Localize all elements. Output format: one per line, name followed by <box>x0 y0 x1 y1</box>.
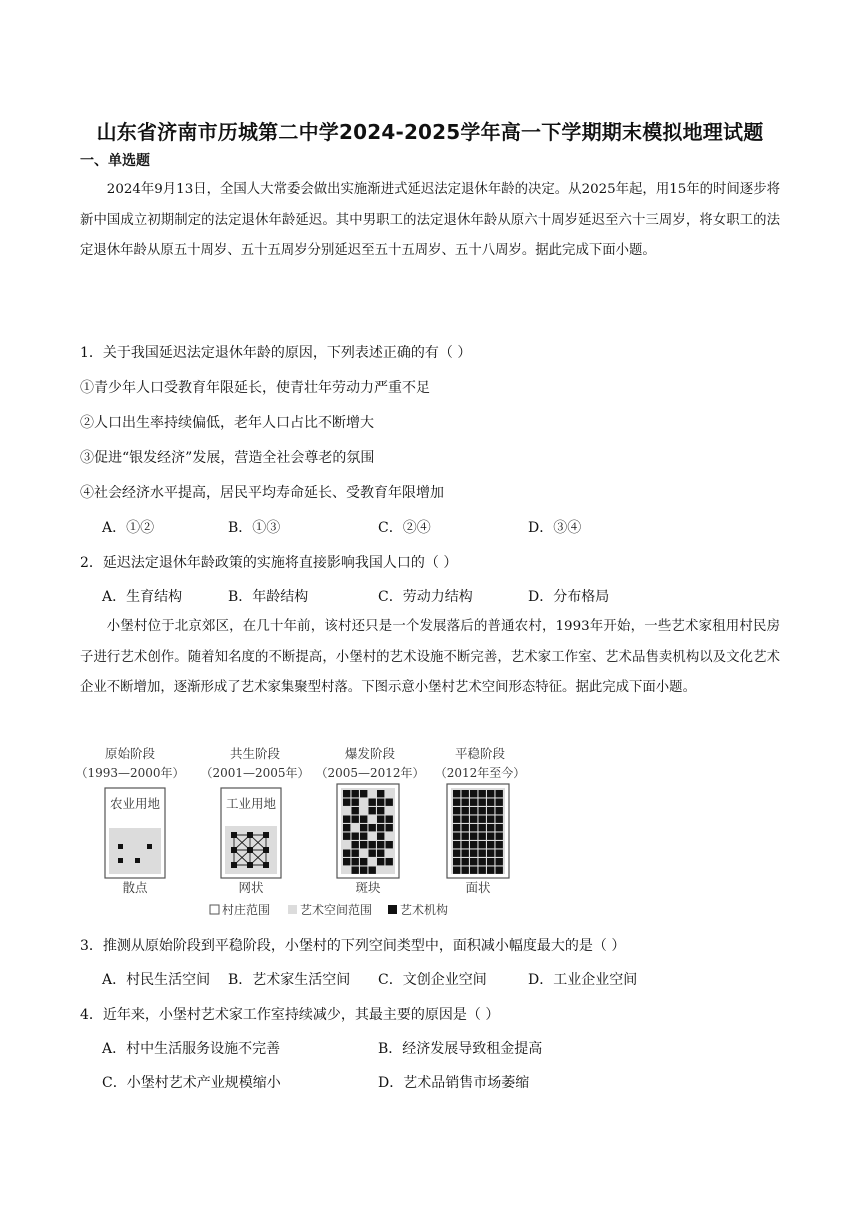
institution-square <box>352 867 359 874</box>
institution-square <box>369 824 376 831</box>
stage-4-name: 平稳阶段 <box>454 746 506 761</box>
institution-square <box>343 858 350 865</box>
institution-square <box>487 790 494 797</box>
legend-art-space-swatch <box>288 905 297 914</box>
question-1-option-d[interactable]: D．③④ <box>528 520 582 536</box>
institution-square <box>496 799 503 806</box>
question-4-option-d[interactable]: D．艺术品销售市场萎缩 <box>378 1075 530 1091</box>
legend-institution-label: 艺术机构 <box>400 903 449 917</box>
institution-square <box>462 841 469 848</box>
institution-square <box>470 867 477 874</box>
institution-square <box>470 841 477 848</box>
institution-square <box>496 816 503 823</box>
institution-square <box>470 799 477 806</box>
institution-square <box>360 858 367 865</box>
question-2-option-a[interactable]: A．生育结构 <box>102 589 183 605</box>
question-4-option-c[interactable]: C．小堡村艺术产业规模缩小 <box>102 1075 281 1091</box>
institution-square <box>453 850 460 857</box>
institution-square <box>352 816 359 823</box>
institution-square <box>479 850 486 857</box>
institution-square <box>453 824 460 831</box>
institution-square <box>453 867 460 874</box>
institution-square <box>343 824 350 831</box>
institution-square <box>462 790 469 797</box>
institution-square <box>453 833 460 840</box>
legend-institution-swatch <box>388 905 397 914</box>
institution-square <box>360 867 367 874</box>
institution-square <box>462 807 469 814</box>
question-1-item-1: ①青少年人口受教育年限延长，使青壮年劳动力严重不足 <box>80 380 430 396</box>
institution-square <box>343 850 350 857</box>
question-4-stem: 4．近年来，小堡村艺术家工作室持续减少，其最主要的原因是（ ） <box>80 1007 500 1023</box>
institution-square <box>386 841 393 848</box>
institution-square <box>377 816 384 823</box>
passage-retirement: 2024年9月13日，全国人大常委会做出实施渐进式延迟法定退休年龄的决定。从2025年起，用15年的时间逐步将新中国成立初期制定的法定退休年龄延迟。其中男职工的法定退休年龄从原六十周岁延迟至六十三周岁，将女职工的法定退休年龄从原五十周岁、五十五周岁分别延迟至五十五周岁、五十八周岁。据此完成下面小题。 <box>80 182 780 258</box>
institution-square <box>352 850 359 857</box>
institution-square <box>479 858 486 865</box>
institution-square <box>487 807 494 814</box>
question-3-option-a[interactable]: A．村民生活空间 <box>102 972 211 988</box>
institution-square <box>360 833 367 840</box>
institution-square <box>479 867 486 874</box>
institution-square <box>386 816 393 823</box>
institution-square <box>479 833 486 840</box>
institution-square <box>369 807 376 814</box>
legend-village-swatch <box>210 905 219 914</box>
institution-square <box>369 841 376 848</box>
section-heading: 一、单选题 <box>80 153 150 169</box>
institution-square <box>377 807 384 814</box>
question-1-option-c[interactable]: C．②④ <box>378 520 431 536</box>
question-4-option-b[interactable]: B．经济发展导致租金提高 <box>378 1041 543 1057</box>
page-title: 山东省济南市历城第二中学2024-2025学年高一下学期期末模拟地理试题 <box>96 120 764 144</box>
institution-square <box>343 833 350 840</box>
institution-square <box>470 816 477 823</box>
institution-square <box>453 816 460 823</box>
art-space-figure <box>70 744 550 924</box>
institution-square <box>470 833 477 840</box>
stage-1-period: （1993—2000年） <box>75 766 185 780</box>
institution-square <box>479 799 486 806</box>
institution-square <box>479 807 486 814</box>
institution-square <box>377 833 384 840</box>
institution-square <box>470 858 477 865</box>
institution-square <box>487 867 494 874</box>
institution-square <box>462 867 469 874</box>
institution-square <box>496 850 503 857</box>
institution-square <box>470 790 477 797</box>
institution-square <box>496 858 503 865</box>
institution-square <box>479 816 486 823</box>
institution-square <box>462 850 469 857</box>
institution-square <box>496 790 503 797</box>
institution-square <box>470 824 477 831</box>
institution-square <box>386 858 393 865</box>
question-4-option-a[interactable]: A．村中生活服务设施不完善 <box>102 1041 281 1057</box>
institution-square <box>377 799 384 806</box>
institution-square <box>496 824 503 831</box>
institution-square <box>496 833 503 840</box>
institution-square <box>487 799 494 806</box>
institution-square <box>360 790 367 797</box>
stage-2-institutions <box>231 832 269 868</box>
question-1-option-a[interactable]: A．①② <box>102 520 155 536</box>
legend-village-label: 村庄范围 <box>222 903 271 917</box>
institution-square <box>377 858 384 865</box>
institution-square <box>360 841 367 848</box>
stage-3-pattern: 斑块 <box>355 880 381 895</box>
institution-square <box>369 799 376 806</box>
institution-square <box>487 850 494 857</box>
institution-square <box>462 858 469 865</box>
institution-square <box>360 824 367 831</box>
institution-square <box>352 833 359 840</box>
question-3-option-c[interactable]: C．文创企业空间 <box>378 972 487 988</box>
question-1-option-b[interactable]: B．①③ <box>228 520 281 536</box>
institution-square <box>479 824 486 831</box>
question-1-item-4: ④社会经济水平提高，居民平均寿命延长、受教育年限增加 <box>80 485 444 501</box>
institution-square <box>496 867 503 874</box>
institution-square <box>377 824 384 831</box>
stage-3-period: （2005—2012年） <box>315 766 425 780</box>
institution-square <box>462 816 469 823</box>
question-3-option-d[interactable]: D．工业企业空间 <box>528 972 638 988</box>
stage-4-period: （2012年至今） <box>434 766 526 780</box>
question-2-stem: 2．延迟法定退休年龄政策的实施将直接影响我国人口的（ ） <box>80 555 458 571</box>
institution-square <box>377 850 384 857</box>
stage-1-land-label: 农业用地 <box>109 796 161 811</box>
institution-square <box>453 841 460 848</box>
question-2-option-c[interactable]: C．劳动力结构 <box>378 589 473 605</box>
institution-square <box>479 841 486 848</box>
institution-square <box>453 790 460 797</box>
institution-square <box>453 858 460 865</box>
institution-square <box>343 816 350 823</box>
institution-square <box>462 824 469 831</box>
institution-square <box>386 799 393 806</box>
institution-square <box>470 850 477 857</box>
institution-square <box>487 824 494 831</box>
institution-square <box>352 841 359 848</box>
question-3-option-b[interactable]: B．艺术家生活空间 <box>228 972 351 988</box>
stage-3-name: 爆发阶段 <box>344 746 396 761</box>
institution-square <box>377 841 384 848</box>
question-2-option-b[interactable]: B．年龄结构 <box>228 589 309 605</box>
question-1-item-3: ③促进“银发经济”发展，营造全社会尊老的氛围 <box>80 450 375 466</box>
passage-xiaobao-village: 小堡村位于北京郊区，在几十年前，该村还只是一个发展落后的普通农村，1993年开始，一些艺术家租用村民房子进行艺术创作。随着知名度的不断提高，小堡村的艺术设施不断完善，艺术家工作室、艺术品售卖机构以及文化艺术企业不断增加，逐渐形成了艺术家集聚型村落。下图示意小堡村艺术空间形态特征。据此完成下面小题。 <box>80 619 780 695</box>
institution-square <box>453 799 460 806</box>
stage-1-name: 原始阶段 <box>104 746 156 761</box>
stage-2-period: （2001—2005年） <box>200 766 310 780</box>
institution-square <box>343 799 350 806</box>
institution-square <box>343 790 350 797</box>
stage-2-pattern: 网状 <box>238 880 264 895</box>
institution-square <box>487 841 494 848</box>
stage-2-land-label: 工业用地 <box>225 796 277 811</box>
stage-4-pattern: 面状 <box>465 880 491 895</box>
institution-square <box>479 790 486 797</box>
question-1-stem: 1．关于我国延迟法定退休年龄的原因，下列表述正确的有（ ） <box>80 345 472 361</box>
institution-square <box>369 850 376 857</box>
institution-square <box>496 841 503 848</box>
institution-square <box>470 807 477 814</box>
institution-square <box>487 858 494 865</box>
institution-square <box>386 824 393 831</box>
stage-2-name: 共生阶段 <box>229 746 281 761</box>
question-2-option-d[interactable]: D．分布格局 <box>528 589 610 605</box>
institution-square <box>453 807 460 814</box>
stage-1-pattern: 散点 <box>122 880 148 895</box>
question-3-stem: 3．推测从原始阶段到平稳阶段，小堡村的下列空间类型中，面积减小幅度最大的是（ ） <box>80 938 626 954</box>
figure-legend <box>210 902 448 917</box>
institution-square <box>352 807 359 814</box>
institution-square <box>352 790 359 797</box>
institution-square <box>487 833 494 840</box>
institution-square <box>352 799 359 806</box>
question-1-item-2: ②人口出生率持续偏低，老年人口占比不断增大 <box>80 415 374 431</box>
legend-art-space-label: 艺术空间范围 <box>300 903 373 917</box>
institution-square <box>487 816 494 823</box>
institution-square <box>369 867 376 874</box>
institution-square <box>352 858 359 865</box>
institution-square <box>462 833 469 840</box>
institution-square <box>462 799 469 806</box>
institution-square <box>496 807 503 814</box>
institution-square <box>377 790 384 797</box>
stage-1-art-space <box>109 828 161 874</box>
institution-square <box>360 816 367 823</box>
